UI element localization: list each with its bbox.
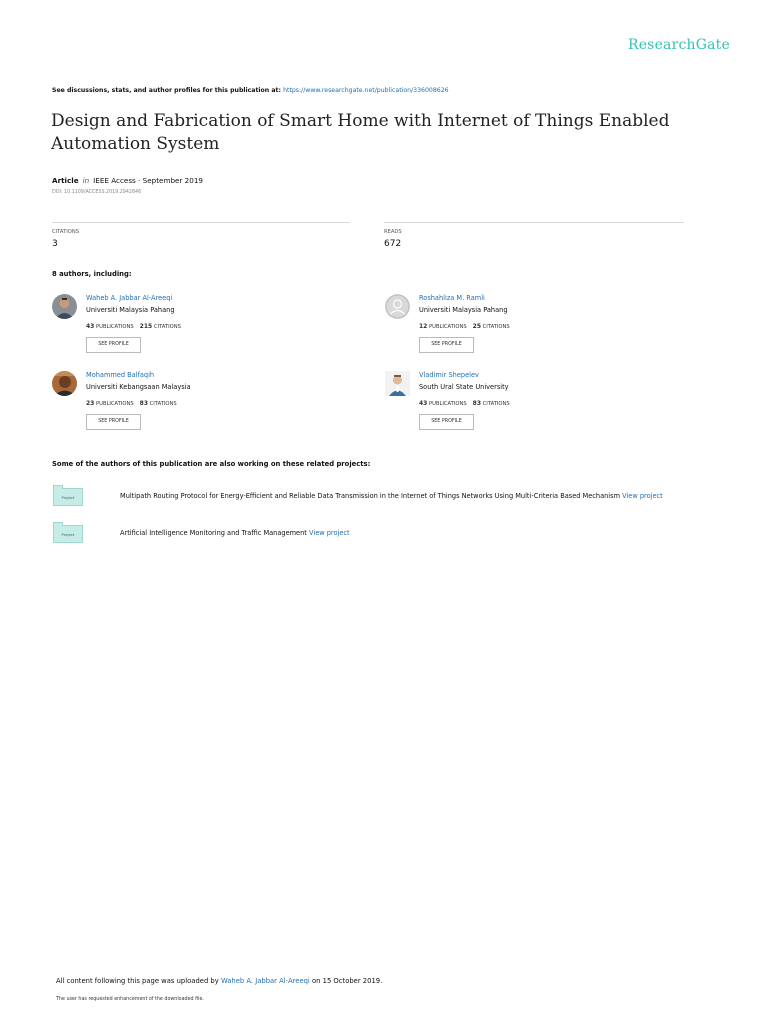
view-project-link[interactable]: View project: [309, 529, 350, 537]
author-card: [52, 371, 352, 441]
reads-label: READS: [384, 229, 402, 235]
doi: DOI: 10.1109/ACCESS.2019.2942846: [52, 190, 142, 195]
view-project-link[interactable]: View project: [622, 492, 663, 500]
reads-value: 672: [384, 239, 402, 249]
project-folder-icon[interactable]: [53, 525, 83, 543]
default-user-icon[interactable]: [385, 294, 410, 319]
upload-prefix: All content following this page was uploaded by: [56, 977, 219, 985]
project-item: [120, 492, 663, 500]
author-stats: 43 PUBLICATIONS 215 CITATIONS: [86, 323, 181, 330]
discussion-line: [52, 87, 449, 94]
author-institution: Universiti Malaysia Pahang: [419, 306, 508, 314]
project-thumb-label: Project: [61, 495, 75, 500]
venue-date: IEEE Access · September 2019: [93, 176, 203, 185]
author-stats: 43 PUBLICATIONS 83 CITATIONS: [419, 400, 510, 407]
projects-heading: Some of the authors of this publication are also working on these related projects:: [52, 460, 371, 468]
author-stats: 23 PUBLICATIONS 83 CITATIONS: [86, 400, 177, 407]
citations-label: CITATIONS: [52, 229, 80, 235]
publication-title: Design and Fabrication of Smart Home with Internet of Things Enabled Automation System: [51, 111, 670, 154]
author-institution: Universiti Kebangsaan Malaysia: [86, 383, 191, 391]
project-item: [120, 529, 350, 537]
authors-heading: 8 authors, including:: [52, 270, 132, 278]
project-title: Artificial Intelligence Monitoring and Traffic Management: [120, 529, 307, 537]
author-name-link[interactable]: Waheb A. Jabbar Al-Areeqi: [86, 294, 173, 302]
person-photo-icon[interactable]: [385, 371, 410, 396]
author-institution: South Ural State University: [419, 383, 509, 391]
publication-url-link[interactable]: https://www.researchgate.net/publication/336008626: [283, 87, 449, 94]
in-word: in: [82, 176, 90, 185]
project-title: Multipath Routing Protocol for Energy-Efficient and Reliable Data Transmission in the Internet of Things Networks Using Multi-Criteria Based Mechanism: [120, 492, 620, 500]
citations-divider: [52, 222, 350, 223]
publication-type: Article: [52, 176, 79, 185]
see-profile-button[interactable]: SEE PROFILE: [419, 337, 474, 353]
publication-meta: [52, 176, 203, 185]
author-name-link[interactable]: Roshahliza M. Ramli: [419, 294, 485, 302]
discussion-text: See discussions, stats, and author profiles for this publication at:: [52, 87, 281, 94]
see-profile-button[interactable]: SEE PROFILE: [419, 414, 474, 430]
author-name-link[interactable]: Vladimir Shepelev: [419, 371, 479, 379]
author-card: [52, 294, 352, 364]
citations-value: 3: [52, 239, 58, 249]
enhancement-note: The user has requested enhancement of the downloaded file.: [56, 997, 204, 1002]
person-photo-icon[interactable]: [52, 294, 77, 319]
author-institution: Universiti Malaysia Pahang: [86, 306, 175, 314]
reads-divider: [384, 222, 684, 223]
see-profile-button[interactable]: SEE PROFILE: [86, 414, 141, 430]
author-card: [385, 294, 685, 364]
uploader-link[interactable]: Waheb A. Jabbar Al-Areeqi: [220, 977, 310, 985]
upload-suffix: on 15 October 2019.: [312, 977, 383, 985]
author-name-link[interactable]: Mohammed Balfaqih: [86, 371, 155, 379]
see-profile-button[interactable]: SEE PROFILE: [86, 337, 141, 353]
researchgate-logo[interactable]: ResearchGate: [627, 37, 730, 53]
author-card: [385, 371, 685, 441]
project-folder-icon[interactable]: [53, 488, 83, 506]
upload-note: [56, 977, 382, 985]
project-thumb-label: Project: [61, 532, 75, 537]
author-stats: 12 PUBLICATIONS 25 CITATIONS: [419, 323, 510, 330]
person-photo-icon[interactable]: [52, 371, 77, 396]
